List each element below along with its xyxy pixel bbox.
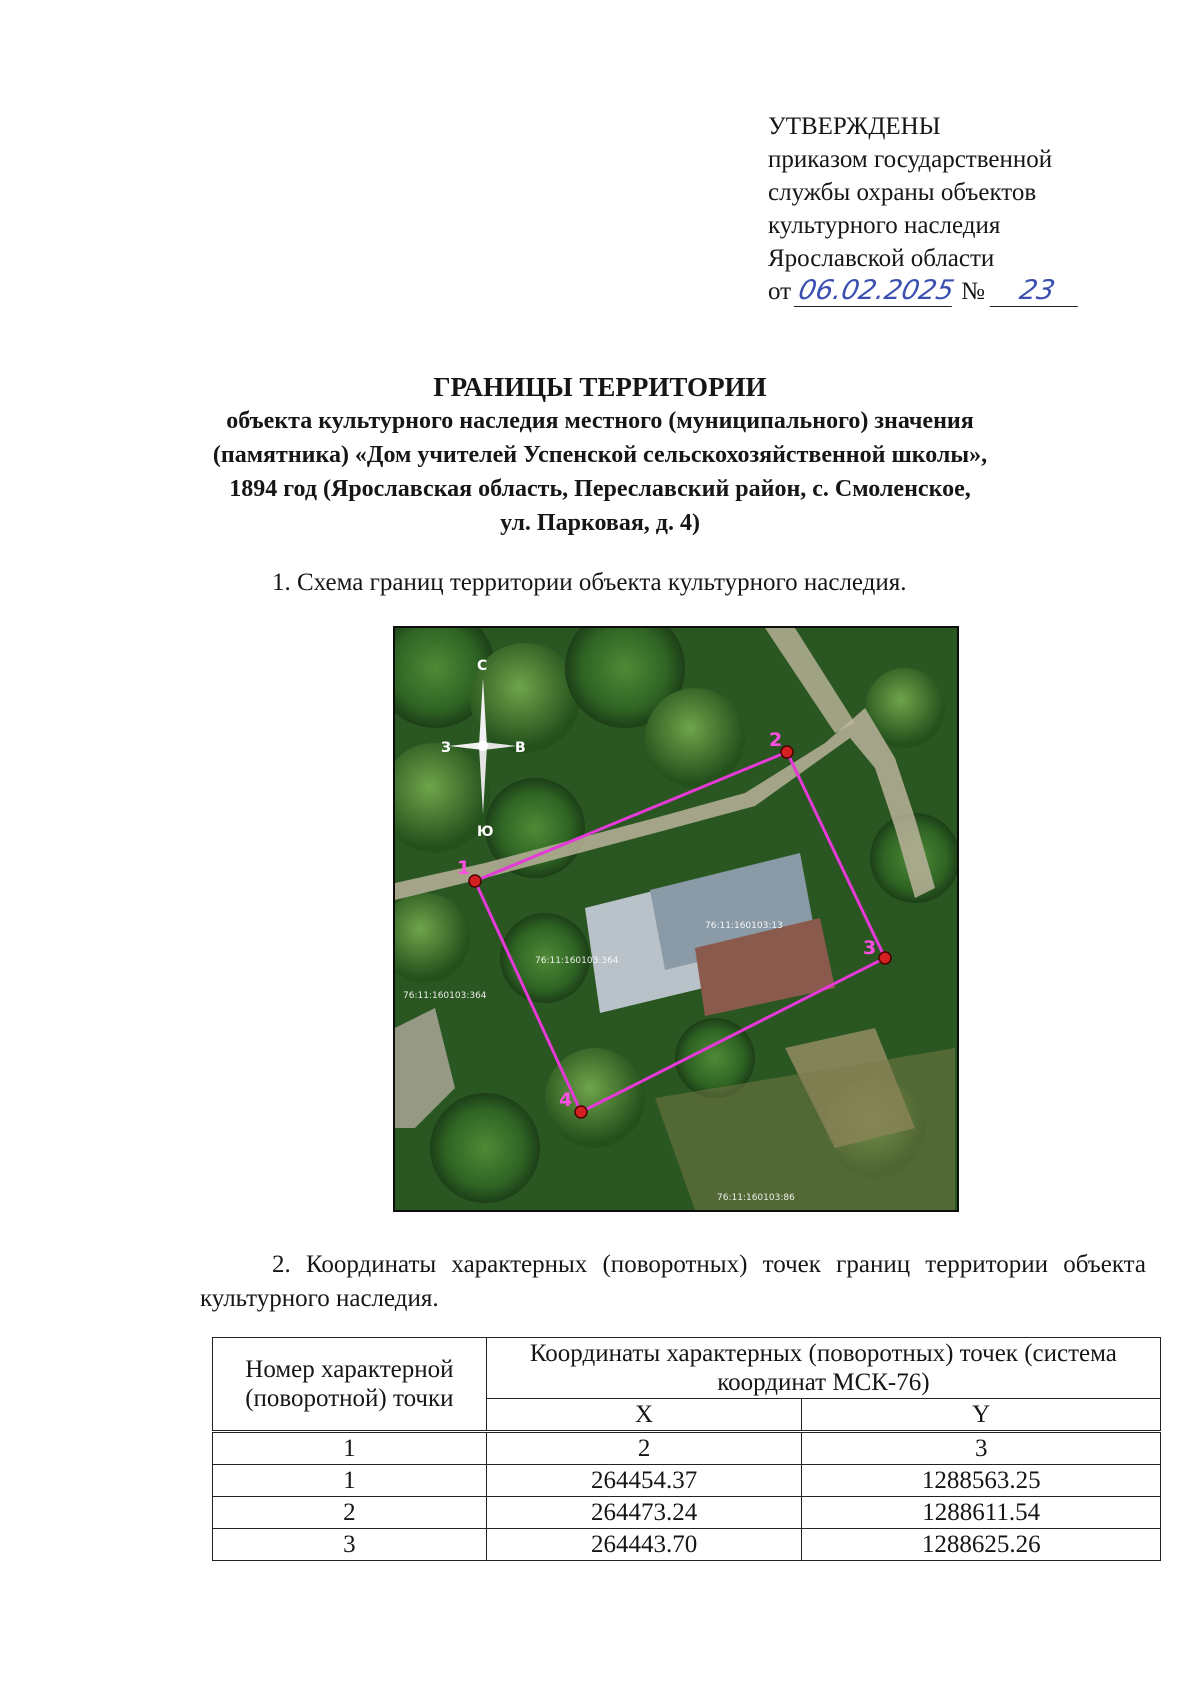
title-line: ул. Парковая, д. 4) [500,510,700,536]
title-line: 1894 год (Ярославская область, Переславский район, с. Смоленское, [229,476,971,502]
document-title [160,370,1040,540]
header-point-number: Номер характерной (поворотной) точки [213,1338,487,1432]
approval-line: службы охраны объектов [768,179,1037,206]
x-coordinate: 264473.24 [486,1497,802,1529]
parcel-label: 76:11:160103:13 [705,921,783,931]
coordinates-table [212,1337,1161,1561]
compass-east: В [515,740,526,756]
parcel-label: 76:11:160103:364 [535,956,619,966]
table-row [213,1465,1161,1497]
approval-line: приказом государственной [768,146,1053,173]
boundary-scheme-map [393,626,959,1212]
compass-west: З [441,740,451,756]
table-header-row [213,1338,1161,1399]
section-2-heading: 2. Координаты характерных (поворотных) точек границ территории объекта культурного наследия. [200,1251,1146,1312]
point-marker-3 [879,952,891,964]
y-coordinate: 1288563.25 [802,1465,1161,1497]
point-label-3: 3 [863,937,877,959]
parcel-label: 76:11:160103:86 [717,1193,795,1203]
number-label: № [961,278,985,305]
x-coordinate: 264454.37 [486,1465,802,1497]
approval-title: УТВЕРЖДЕНЫ [768,113,941,140]
title-line: (памятника) «Дом учителей Успенской сельскохозяйственной школы», [212,442,988,468]
parcel-label: 76:11:160103:364 [403,991,487,1001]
handwritten-number: 23 [990,276,1085,307]
point-label-4: 4 [559,1089,573,1111]
point-number: 1 [213,1465,487,1497]
title-heading: ГРАНИЦЫ ТЕРРИТОРИИ [433,372,767,402]
header-coordinates: Координаты характерных (поворотных) точек (система координат МСК-76) [486,1338,1160,1399]
point-label-2: 2 [769,729,783,751]
approval-block [768,110,1081,308]
table-row [213,1529,1161,1561]
compass-north: С [477,658,488,674]
table-row [213,1497,1161,1529]
title-line: объекта культурного наследия местного (муниципального) значения [226,408,974,434]
point-number: 3 [213,1529,487,1561]
header-x: X [486,1399,802,1432]
approval-line: Ярославской области [768,245,995,272]
column-number: 1 [213,1432,487,1465]
point-marker-4 [575,1106,587,1118]
handwritten-date: 06.02.2025 [795,275,957,306]
approval-line: культурного наследия [768,212,1001,239]
header-y: Y [802,1399,1161,1432]
compass-south: Ю [477,824,494,840]
point-number: 2 [213,1497,487,1529]
satellite-map [395,628,957,1210]
x-coordinate: 264443.70 [486,1529,802,1561]
point-marker-2 [781,746,793,758]
column-number: 3 [802,1432,1161,1465]
point-marker-1 [469,875,481,887]
point-label-1: 1 [457,857,471,879]
column-number-row [213,1432,1161,1465]
y-coordinate: 1288625.26 [802,1529,1161,1561]
section-1-heading: 1. Схема границ территории объекта культурного наследия. [272,569,907,596]
from-label: от [768,278,792,305]
approval-date-row [768,275,1081,308]
column-number: 2 [486,1432,802,1465]
y-coordinate: 1288611.54 [802,1497,1161,1529]
